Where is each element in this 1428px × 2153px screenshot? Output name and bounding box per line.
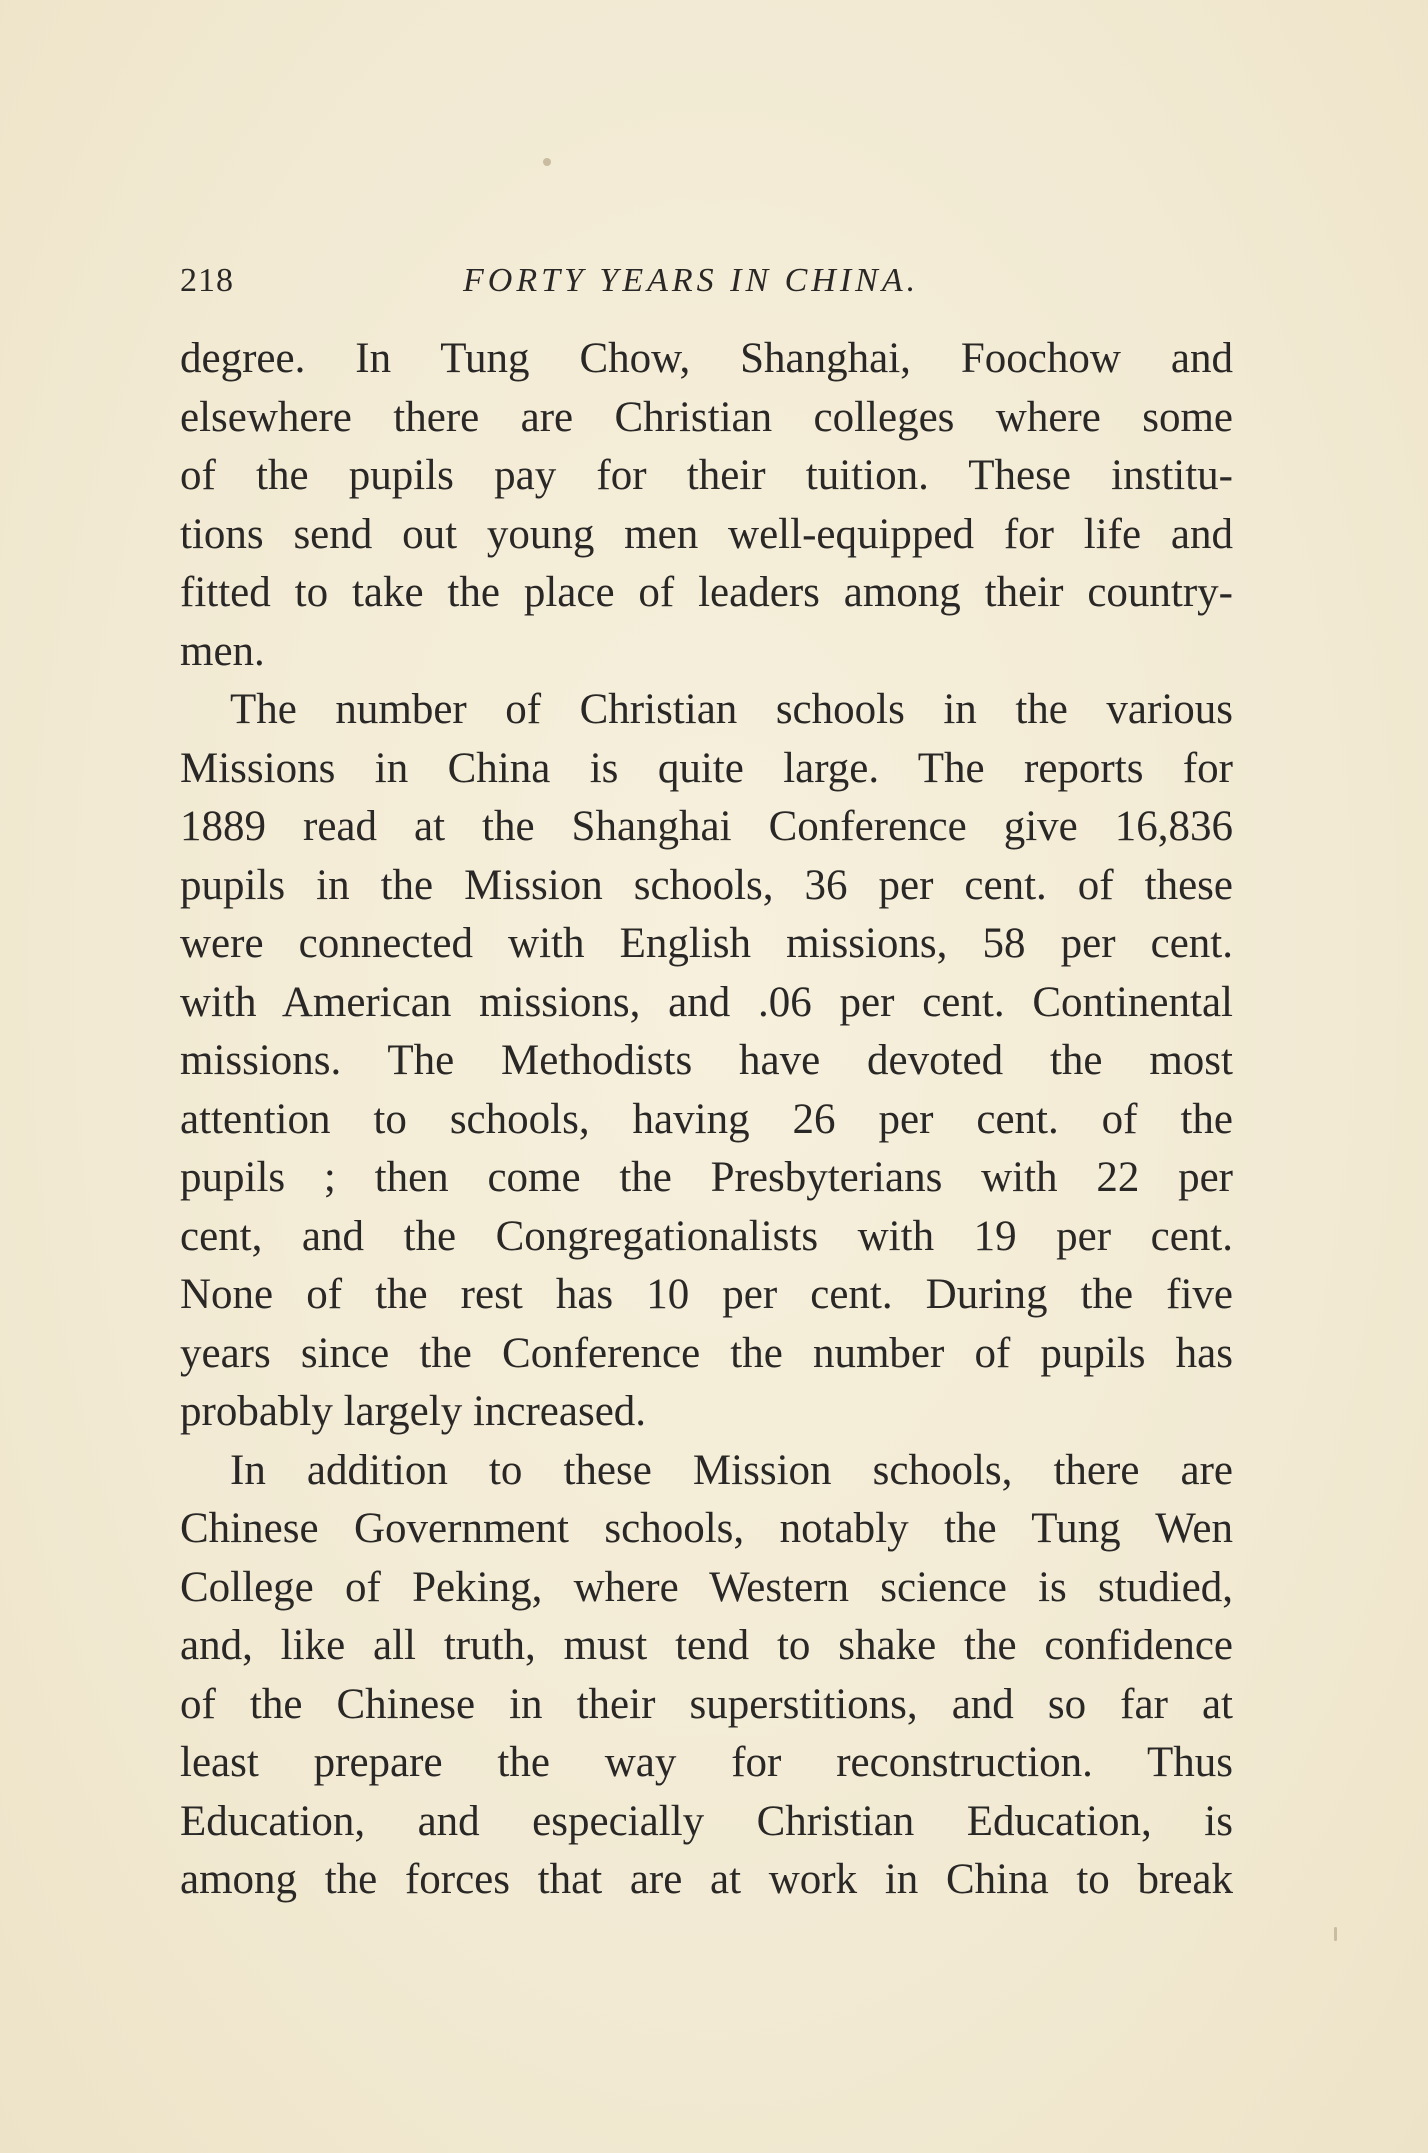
- body-text: [180, 330, 1233, 1910]
- text-line: In addition to these Mission schools, there are: [230, 1446, 1233, 1494]
- text-line: Education, and especially Christian Education, is: [180, 1797, 1233, 1845]
- paper-speck: [1334, 1927, 1337, 1941]
- text-line: elsewhere there are Christian colleges where some: [180, 393, 1233, 441]
- text-line: The number of Christian schools in the various: [230, 686, 1233, 733]
- text-line: 1889 read at the Shanghai Conference give 16,836: [180, 803, 1233, 850]
- text-line: degree. In Tung Chow, Shanghai, Foochow and: [180, 335, 1233, 382]
- text-line: missions. The Methodists have devoted the most: [180, 1037, 1233, 1084]
- text-line: pupils ; then come the Presbyterians with 22 per: [180, 1154, 1233, 1201]
- paper-speck: [543, 158, 551, 166]
- text-line: pupils in the Mission schools, 36 per cent. of these: [180, 861, 1233, 909]
- text-line: years since the Conference the number of pupils has: [180, 1329, 1233, 1377]
- text-line: Missions in China is quite large. The reports for: [180, 744, 1233, 792]
- text-line: were connected with English missions, 58 per cent.: [180, 920, 1233, 967]
- text-line: attention to schools, having 26 per cent. of the: [180, 1095, 1233, 1143]
- text-line: cent, and the Congregationalists with 19 per cent.: [180, 1212, 1233, 1260]
- text-line: of the Chinese in their superstitions, and so far at: [180, 1680, 1233, 1728]
- text-line: None of the rest has 10 per cent. During the five: [180, 1271, 1233, 1318]
- text-line: of the pupils pay for their tuition. These institu-: [180, 452, 1233, 499]
- running-title: FORTY YEARS IN CHINA.: [463, 262, 920, 299]
- text-line: fitted to take the place of leaders among their country-: [180, 569, 1233, 616]
- text-line: least prepare the way for reconstruction. Thus: [180, 1739, 1233, 1786]
- page-number: 218: [180, 262, 234, 299]
- text-line: with American missions, and .06 per cent. Continental: [180, 978, 1233, 1026]
- text-line: among the forces that are at work in China to break: [180, 1856, 1233, 1903]
- text-line: Chinese Government schools, notably the Tung Wen: [180, 1505, 1233, 1552]
- text-line: probably largely increased.: [180, 1388, 647, 1435]
- text-line: College of Peking, where Western science is studied,: [180, 1563, 1233, 1611]
- text-line: tions send out young men well-equipped for life and: [180, 510, 1233, 558]
- text-line: men.: [180, 627, 265, 675]
- running-header: [180, 262, 1230, 312]
- text-line: and, like all truth, must tend to shake the confidence: [180, 1622, 1233, 1669]
